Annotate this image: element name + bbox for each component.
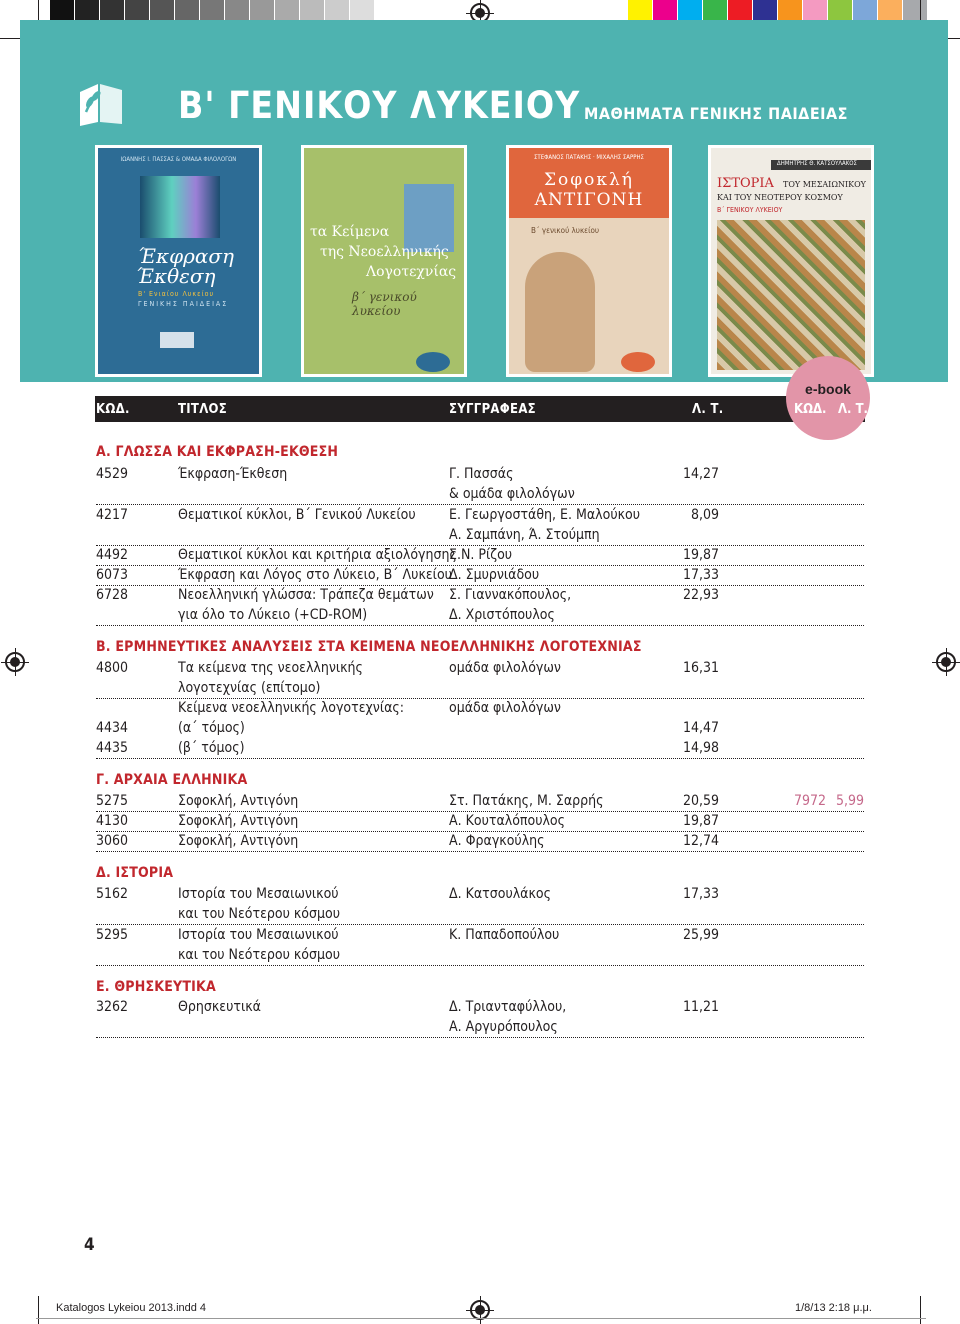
item-title: για όλο το Λύκειο (+CD-ROM) <box>178 607 368 623</box>
item-authors: Δ. Κατσουλάκος <box>449 886 552 902</box>
publisher-logo-icon <box>621 352 655 372</box>
item-code: 3262 <box>96 999 129 1015</box>
item-price: 8,09 <box>690 507 719 523</box>
item-code: 5162 <box>96 886 129 902</box>
section-heading: Α. ΓΛΩΣΣΑ ΚΑΙ ΕΚΦΡΑΣΗ-ΕΚΘΕΣΗ <box>96 444 339 460</box>
item-price: 22,93 <box>682 587 719 603</box>
item-code: 3060 <box>96 833 129 849</box>
item-title: και του Νεότερου κόσμου <box>178 906 340 922</box>
section-heading: Δ. ΙΣΤΟΡΙΑ <box>96 865 174 881</box>
item-price: 17,33 <box>682 886 719 902</box>
item-title: Τα κείμενα της νεοελληνικής <box>178 660 363 676</box>
item-price: 20,59 <box>682 793 719 809</box>
item-authors: Α. Φραγκούλης <box>449 833 545 849</box>
item-authors: Δ. Σμυρνιάδου <box>449 567 540 583</box>
page-number: 4 <box>84 1235 95 1255</box>
item-code: 4529 <box>96 466 129 482</box>
item-title: Θεματικοί κύκλοι, Β΄ Γενικού Λυκείου <box>178 507 416 523</box>
item-price: 14,98 <box>682 740 719 756</box>
item-authors: Γ. Πασσάς <box>449 466 514 482</box>
page-title: Β' ΓΕΝΙΚΟΥ ΛΥΚΕΙΟΥ <box>178 84 581 127</box>
item-authors: ομάδα φιλολόγων <box>449 700 561 716</box>
item-title: Ιστορία του Μεσαιωνικού <box>178 886 339 902</box>
item-code: 4492 <box>96 547 129 563</box>
item-title: Έκφραση-Έκθεση <box>178 466 288 482</box>
item-title: Έκφραση και Λόγος στο Λύκειο, Β΄ Λυκείου <box>178 567 452 583</box>
item-authors: ομάδα φιλολόγων <box>449 660 561 676</box>
column-ebook-code: ΚΩΔ. <box>794 402 827 417</box>
column-ebook-price: Λ. Τ. <box>838 402 868 417</box>
ebook-badge <box>786 356 870 440</box>
item-authors: Α. Αργυρόπουλος <box>449 1019 558 1035</box>
item-authors: Σ.Ν. Ρίζου <box>449 547 513 563</box>
crop-mark <box>38 1296 39 1324</box>
item-title: και του Νεότερου κόσμου <box>178 947 340 963</box>
registration-mark-right <box>936 652 956 672</box>
item-authors: Κ. Παπαδοπούλου <box>449 927 560 943</box>
item-code: 6728 <box>96 587 129 603</box>
publisher-logo-icon <box>416 352 450 372</box>
book-cover-istoria: ΔΗΜΗΤΡΗΣ Θ. ΚΑΤΣΟΥΛΑΚΟΣ ΙΣΤΟΡΙΑ ΤΟΥ ΜΕΣΑΙΩΝΙΚΟΥ ΚΑΙ ΤΟΥ ΝΕΟΤΕΡΟΥ ΚΟΣΜΟΥ Β΄ ΓΕΝΙΚΟΥ ΛΥΚΕΙΟΥ <box>708 145 874 377</box>
cover-photo <box>404 184 454 252</box>
item-authors: Σ. Γιαννακόπουλος, <box>449 587 572 603</box>
item-price: 25,99 <box>682 927 719 943</box>
crop-mark <box>920 1296 921 1324</box>
item-price: 19,87 <box>682 547 719 563</box>
item-title: λογοτεχνίας (επίτομο) <box>178 680 321 696</box>
mosaic-image <box>717 220 865 370</box>
section-heading: Γ. ΑΡΧΑΙΑ ΕΛΛΗΝΙΚΑ <box>96 772 248 788</box>
item-title: (β΄ τόμος) <box>178 740 245 756</box>
books-logo-icon <box>76 78 126 128</box>
section-heading: Ε. ΘΡΗΣΚΕΥΤΙΚΑ <box>96 979 216 995</box>
item-code: 4800 <box>96 660 129 676</box>
item-authors: Δ. Χριστόπουλος <box>449 607 555 623</box>
registration-mark-bottom <box>470 1300 490 1320</box>
item-code: 5275 <box>96 793 129 809</box>
registration-mark-left <box>5 652 25 672</box>
item-price: 11,21 <box>682 999 719 1015</box>
book-cover-keimena: τα Κείμενα της Νεοελληνικής Λογοτεχνίας β΄ γενικού λυκείου <box>301 145 467 377</box>
item-price: 14,27 <box>682 466 719 482</box>
item-title: Σοφοκλή, Αντιγόνη <box>178 793 299 809</box>
ebook-price: 5,99 <box>835 793 864 809</box>
column-title: ΤΙΤΛΟΣ <box>178 402 228 417</box>
item-price: 16,31 <box>682 660 719 676</box>
item-title: Σοφοκλή, Αντιγόνη <box>178 813 299 829</box>
item-code: 6073 <box>96 567 129 583</box>
item-authors: Α. Σαμπάνη, Ά. Στούμπη <box>449 527 600 543</box>
item-authors: Δ. Τριανταφύλλου, <box>449 999 567 1015</box>
item-title: Σοφοκλή, Αντιγόνη <box>178 833 299 849</box>
cover-art <box>140 176 220 238</box>
item-title: Θρησκευτικά <box>178 999 261 1015</box>
item-code: 4130 <box>96 813 129 829</box>
item-authors: Ε. Γεωργοστάθη, Ε. Μαλούκου <box>449 507 641 523</box>
item-price: 12,74 <box>682 833 719 849</box>
book-cover-antigoni: ΣΤΕΦΑΝΟΣ ΠΑΤΑΚΗΣ · ΜΙΧΑΛΗΣ ΣΑΡΡΗΣ Σοφοκλή ΑΝΤΙΓΟΝΗ Β΄ γενικού λυκείου <box>506 145 672 377</box>
item-price: 17,33 <box>682 567 719 583</box>
item-title: Νεοελληνική γλώσσα: Τράπεζα θεμάτων <box>178 587 434 603</box>
slug-date: 1/8/13 2:18 μ.μ. <box>795 1302 872 1314</box>
column-authors: ΣΥΓΓΡΑΦΕΑΣ <box>449 402 536 417</box>
publisher-logo-icon <box>160 332 194 348</box>
column-code: ΚΩΔ. <box>96 402 130 417</box>
item-authors: & ομάδα φιλολόγων <box>449 486 575 502</box>
item-title: Θεματικοί κύκλοι και κριτήρια αξιολόγησης <box>178 547 457 563</box>
statue-image <box>525 252 595 372</box>
item-title: Κείμενα νεοελληνικής λογοτεχνίας: <box>178 700 405 716</box>
item-authors: Α. Κουταλόπουλος <box>449 813 566 829</box>
ebook-code: 7972 <box>794 793 827 809</box>
ebook-label: e-book <box>805 381 851 397</box>
item-code: 5295 <box>96 927 129 943</box>
column-price: Λ. Τ. <box>692 402 724 417</box>
book-cover-ekfrasi: ΙΩΑΝΝΗΣ Ι. ΠΑΣΣΑΣ & ΟΜΑΔΑ ΦΙΛΟΛΟΓΩΝ Έκφραση Έκθεση Β' Ενιαίου Λυκείου ΓΕΝΙΚΗΣ ΠΑΙΔΕΙΑΣ <box>95 145 262 377</box>
item-code: 4435 <box>96 740 129 756</box>
section-heading: Β. ΕΡΜΗΝΕΥΤΙΚΕΣ ΑΝΑΛΥΣΕΙΣ ΣΤΑ ΚΕΙΜΕΝΑ ΝΕΟΕΛΛΗΝΙΚΗΣ ΛΟΓΟΤΕΧΝΙΑΣ <box>96 639 642 655</box>
slug-file: Katalogos Lykeiou 2013.indd 4 <box>56 1302 207 1314</box>
item-code: 4217 <box>96 507 129 523</box>
item-title: Ιστορία του Μεσαιωνικού <box>178 927 339 943</box>
item-price: 14,47 <box>682 720 719 736</box>
item-title: (α΄ τόμος) <box>178 720 245 736</box>
page-subtitle: ΜΑΘΗΜΑΤΑ ΓΕΝΙΚΗΣ ΠΑΙΔΕΙΑΣ <box>584 104 848 123</box>
item-authors: Στ. Πατάκης, Μ. Σαρρής <box>449 793 604 809</box>
item-price: 19,87 <box>682 813 719 829</box>
item-code: 4434 <box>96 720 129 736</box>
